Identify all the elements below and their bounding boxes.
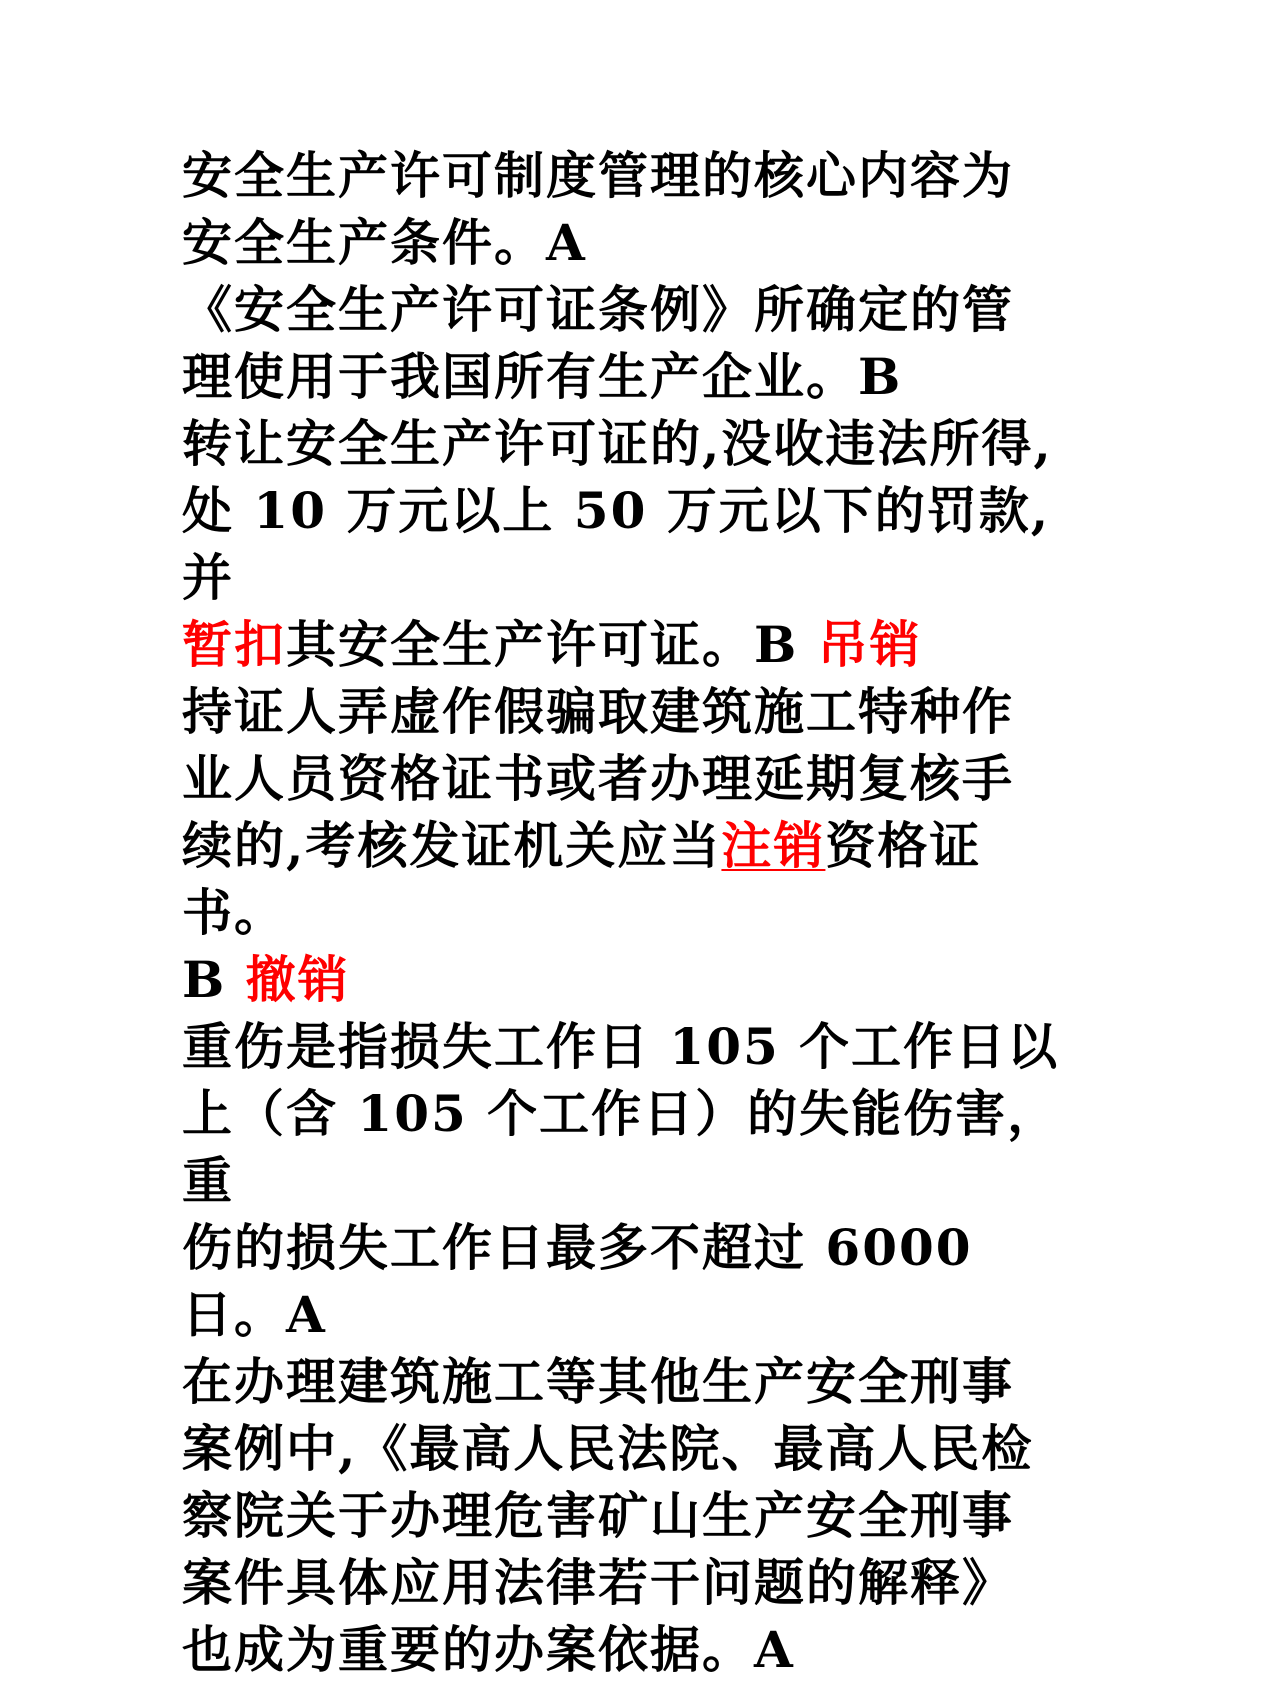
item-4-text-b: 资格证书。 xyxy=(182,816,982,942)
item-4 xyxy=(182,678,1082,1013)
item-3-text: 其安全生产许可证。B xyxy=(286,615,818,674)
item-4-correction: 撤销 xyxy=(245,950,350,1009)
item-2-line-2: 理使用于我国所有生产企业。B xyxy=(182,347,903,406)
item-4-text-a: 续的,考核发证机关应当 xyxy=(182,816,722,875)
item-6-line-3: 察院关于办理危害矿山生产安全刑事 xyxy=(182,1486,1014,1545)
item-4-line-1: 持证人弄虚作假骗取建筑施工特种作 xyxy=(182,682,1014,741)
item-6-line-4: 案件具体应用法律若干问题的解释》 xyxy=(182,1553,1014,1612)
item-3-line-2: 处 10 万元以上 50 万元以下的罚款,并 xyxy=(182,481,1051,607)
item-4-wrong-term: 注销 xyxy=(721,816,826,875)
item-2-line-1: 《安全生产许可证条例》所确定的管 xyxy=(182,280,1014,339)
item-5-line-3: 伤的损失工作日最多不超过 6000 日。A xyxy=(182,1218,973,1344)
item-3 xyxy=(182,410,1082,678)
item-4-line-4 xyxy=(182,946,1082,1013)
item-1-line-2: 安全生产条件。A xyxy=(182,213,587,272)
item-6 xyxy=(182,1348,1082,1683)
item-5-line-2: 上（含 105 个工作日）的失能伤害，重 xyxy=(182,1084,1060,1210)
item-5-line-1: 重伤是指损失工作日 105 个工作日以 xyxy=(182,1017,1060,1076)
item-4-line-3 xyxy=(182,812,1082,946)
item-1-line-1: 安全生产许可制度管理的核心内容为 xyxy=(182,146,1014,205)
item-3-correction: 吊销 xyxy=(817,615,922,674)
item-3-wrong-term: 暂扣 xyxy=(182,615,286,674)
item-2 xyxy=(182,276,1082,410)
item-6-line-2: 案例中,《最高人民法院、最高人民检 xyxy=(182,1419,1034,1478)
item-3-line-1: 转让安全生产许可证的,没收违法所得, xyxy=(182,414,1053,473)
document-content xyxy=(182,142,1082,1683)
item-5 xyxy=(182,1013,1082,1348)
item-6-line-1: 在办理建筑施工等其他生产安全刑事 xyxy=(182,1352,1014,1411)
item-3-line-3 xyxy=(182,611,1082,678)
item-6-line-5: 也成为重要的办案依据。A xyxy=(182,1620,795,1679)
item-1 xyxy=(182,142,1082,276)
item-4-line-2: 业人员资格证书或者办理延期复核手 xyxy=(182,749,1014,808)
item-4-answer: B xyxy=(182,950,246,1009)
